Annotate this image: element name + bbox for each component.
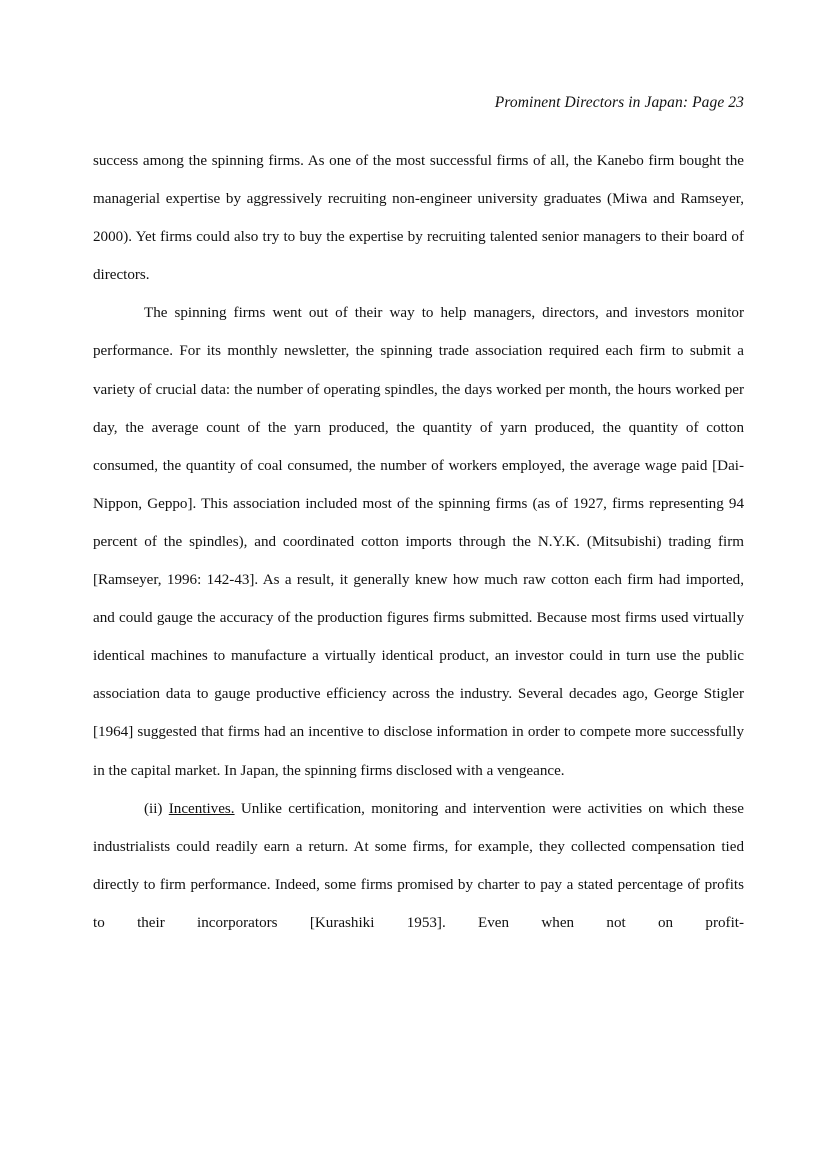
paragraph-3 (93, 790, 744, 942)
section-heading: Incentives. (168, 800, 235, 817)
paragraph-2: The spinning firms went out of their way to help managers, directors, and investors monitor performance. For its monthly newsletter, the spinning trade association required each firm to submit a variety of crucial data: the number of operating spindles, the days worked per month, the hours worked per day, the average count of the yarn produced, the quantity of yarn produced, the quantity of cotton consumed, the quantity of coal consumed, the number of workers employed, the average wage paid [Dai-Nippon, Geppo]. This association included most of the spinning firms (as of 1927, firms representing 94 percent of the spindles), and coordinated cotton imports through the N.Y.K. (Mitsubishi) trading firm [Ramseyer, 1996: 142-43]. As a result, it generally knew how much raw cotton each firm had imported, and could gauge the accuracy of the production figures firms submitted. Because most firms used virtually identical machines to manufacture a virtually identical product, an investor could in turn use the public association data to gauge productive efficiency across the industry. Several decades ago, George Stigler [1964] suggested that firms had an incentive to disclose information in order to compete more successfully in the capital market. In Japan, the spinning firms disclosed with a vengeance. (93, 305, 744, 779)
paragraph-1: success among the spinning firms. As one of the most successful firms of all, the Kanebo firm bought the managerial expertise by aggressively recruiting non-engineer university graduates (Miwa and Ramseyer, 2000). Yet firms could also try to buy the expertise by recruiting talented senior managers to their board of directors. (93, 153, 744, 284)
body-text (93, 142, 744, 942)
section-prefix: (ii) (144, 800, 169, 817)
running-header: Prominent Directors in Japan: Page 23 (494, 94, 744, 111)
paragraph-3-text: Unlike certification, monitoring and intervention were activities on which these industrialists could readily earn a return. At some firms, for example, they collected compensation tied directly to firm performance. Indeed, some firms promised by charter to pay a stated percentage of profits to their incorporators [Kurashiki 1953]. Even when not on profit- (93, 800, 744, 931)
